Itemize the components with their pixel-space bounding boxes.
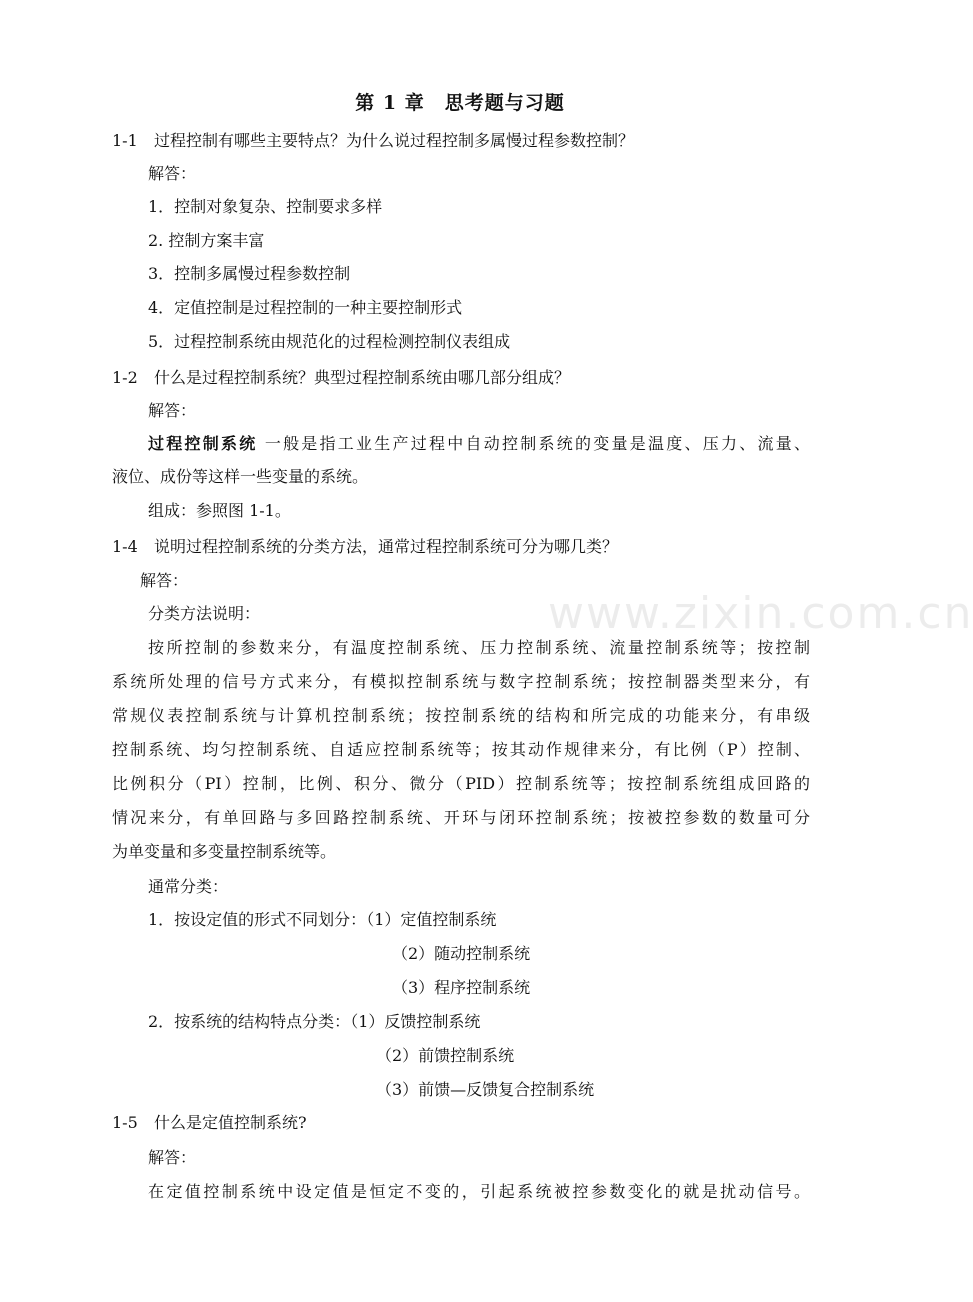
chapter-title: 第 1 章 思考题与习题 — [355, 92, 565, 114]
answer-item: 3．控制多属慢过程参数控制 — [148, 264, 351, 283]
class-item: （1）反馈控制系统 — [350, 1012, 481, 1031]
question-text: 说明过程控制系统的分类方法，通常过程控制系统可分为哪几类？ — [154, 537, 619, 556]
answer-item: 5．过程控制系统由规范化的过程检测控制仪表组成 — [148, 332, 511, 351]
definition-line: 液位、成份等这样一些变量的系统。 — [112, 467, 369, 486]
class-line — [148, 910, 496, 930]
paragraph-line: 情况来分，有单回路与多回路控制系统、开环与闭环控制系统；按被控参数的数量可分 — [112, 808, 810, 827]
paragraph-line: 控制系统、均匀控制系统、自适应控制系统等；按其动作规律来分，有比例（P）控制、 — [112, 740, 810, 759]
class-item: （3）程序控制系统 — [392, 978, 531, 997]
question-text: 什么是过程控制系统？典型过程控制系统由哪几部分组成？ — [154, 368, 571, 387]
answer-label: 解答： — [140, 571, 189, 590]
answer-item: 4．定值控制是过程控制的一种主要控制形式 — [148, 298, 463, 317]
paragraph-line: 比例积分（PI）控制，比例、积分、微分（PID）控制系统等；按控制系统组成回路的 — [112, 774, 810, 793]
paragraph-line: 系统所处理的信号方式来分，有模拟控制系统与数字控制系统；按控制器类型来分，有 — [112, 672, 810, 691]
class-line — [148, 1012, 480, 1032]
question-number: 1-4 — [112, 537, 138, 556]
defined-term: 过程控制系统 — [148, 434, 258, 453]
paragraph-line: 常规仪表控制系统与计算机控制系统；按控制系统的结构和所完成的功能来分，有串级 — [112, 706, 810, 725]
paragraph-line: 为单变量和多变量控制系统等。 — [112, 842, 337, 861]
answer-item: 2. 控制方案丰富 — [148, 231, 265, 250]
answer-item: 1．控制对象复杂、控制要求多样 — [148, 197, 383, 216]
definition-line — [148, 434, 810, 454]
usual-label: 通常分类： — [148, 877, 229, 896]
question-1-2 — [112, 368, 570, 388]
paragraph-line: 按所控制的参数来分，有温度控制系统、压力控制系统、流量控制系统等；按控制 — [148, 638, 810, 657]
composition-note: 组成：参照图 1-1。 — [148, 501, 291, 520]
question-1-4 — [112, 537, 618, 557]
answer-label: 解答： — [148, 401, 197, 420]
watermark: www.zixin.com.cn — [548, 588, 973, 639]
question-1-1 — [112, 131, 634, 151]
class-item: （1）定值控制系统 — [366, 910, 497, 929]
question-1-5 — [112, 1113, 307, 1133]
question-text: 过程控制有哪些主要特点？为什么说过程控制多属慢过程参数控制？ — [154, 131, 635, 150]
class-item: （3）前馈—反馈复合控制系统 — [376, 1080, 595, 1099]
question-text: 什么是定值控制系统? — [154, 1113, 307, 1132]
question-number: 1-2 — [112, 368, 138, 387]
class-item: （2）随动控制系统 — [392, 944, 531, 963]
question-number: 1-5 — [112, 1113, 138, 1132]
question-number: 1-1 — [112, 131, 138, 150]
method-label: 分类方法说明： — [148, 604, 261, 623]
class-item: （2）前馈控制系统 — [376, 1046, 515, 1065]
definition-text: 一般是指工业生产过程中自动控制系统的变量是温度、压力、流量、 — [257, 434, 810, 453]
class-heading: 1．按设定值的形式不同划分： — [148, 910, 367, 929]
answer-label: 解答： — [148, 164, 197, 183]
class-heading: 2．按系统的结构特点分类： — [148, 1012, 351, 1031]
answer-text: 在定值控制系统中设定值是恒定不变的，引起系统被控参数变化的就是扰动信号。 — [148, 1182, 810, 1201]
answer-label: 解答： — [148, 1148, 197, 1167]
